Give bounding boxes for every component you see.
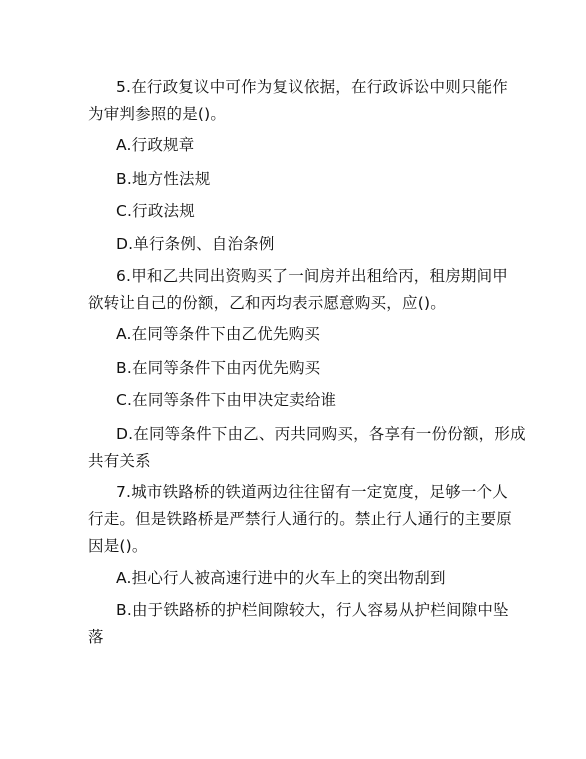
- question-6-option-b: B.在同等条件下由丙优先购买: [116, 359, 321, 377]
- question-7-stem-line-1: 7.城市铁路桥的铁道两边往往留有一定宽度，足够一个人: [116, 483, 508, 501]
- question-7-option-a: A.担心行人被高速行进中的火车上的突出物刮到: [116, 569, 446, 587]
- question-6-option-d-line-1: D.在同等条件下由乙、丙共同购买，各享有一份份额，形成: [116, 425, 526, 443]
- question-7-option-b-line-1: B.由于铁路桥的护栏间隙较大，行人容易从护栏间隙中坠: [116, 601, 509, 619]
- question-5-option-b: B.地方性法规: [116, 170, 211, 188]
- question-6-option-c: C.在同等条件下由甲决定卖给谁: [116, 391, 337, 409]
- question-5-stem-line-1: 5.在行政复议中可作为复议依据，在行政诉讼中则只能作: [116, 78, 508, 96]
- question-5-option-c: C.行政法规: [116, 202, 195, 220]
- question-6-stem-line-2: 欲转让自己的份额，乙和丙均表示愿意购买，应()。: [88, 294, 446, 312]
- question-5-option-d: D.单行条例、自治条例: [116, 235, 275, 253]
- question-5-stem-line-2: 为审判参照的是()。: [88, 105, 227, 123]
- question-7-stem-line-2: 行走。但是铁路桥是严禁行人通行的。禁止行人通行的主要原: [88, 510, 512, 528]
- question-5-option-a: A.行政规章: [116, 136, 195, 154]
- question-6-option-d-line-2: 共有关系: [88, 452, 151, 470]
- question-6-stem-line-1: 6.甲和乙共同出资购买了一间房并出租给丙，租房期间甲: [116, 267, 508, 285]
- question-6-option-a: A.在同等条件下由乙优先购买: [116, 325, 321, 343]
- question-7-stem-line-3: 因是()。: [88, 537, 148, 555]
- question-7-option-b-line-2: 落: [88, 628, 104, 646]
